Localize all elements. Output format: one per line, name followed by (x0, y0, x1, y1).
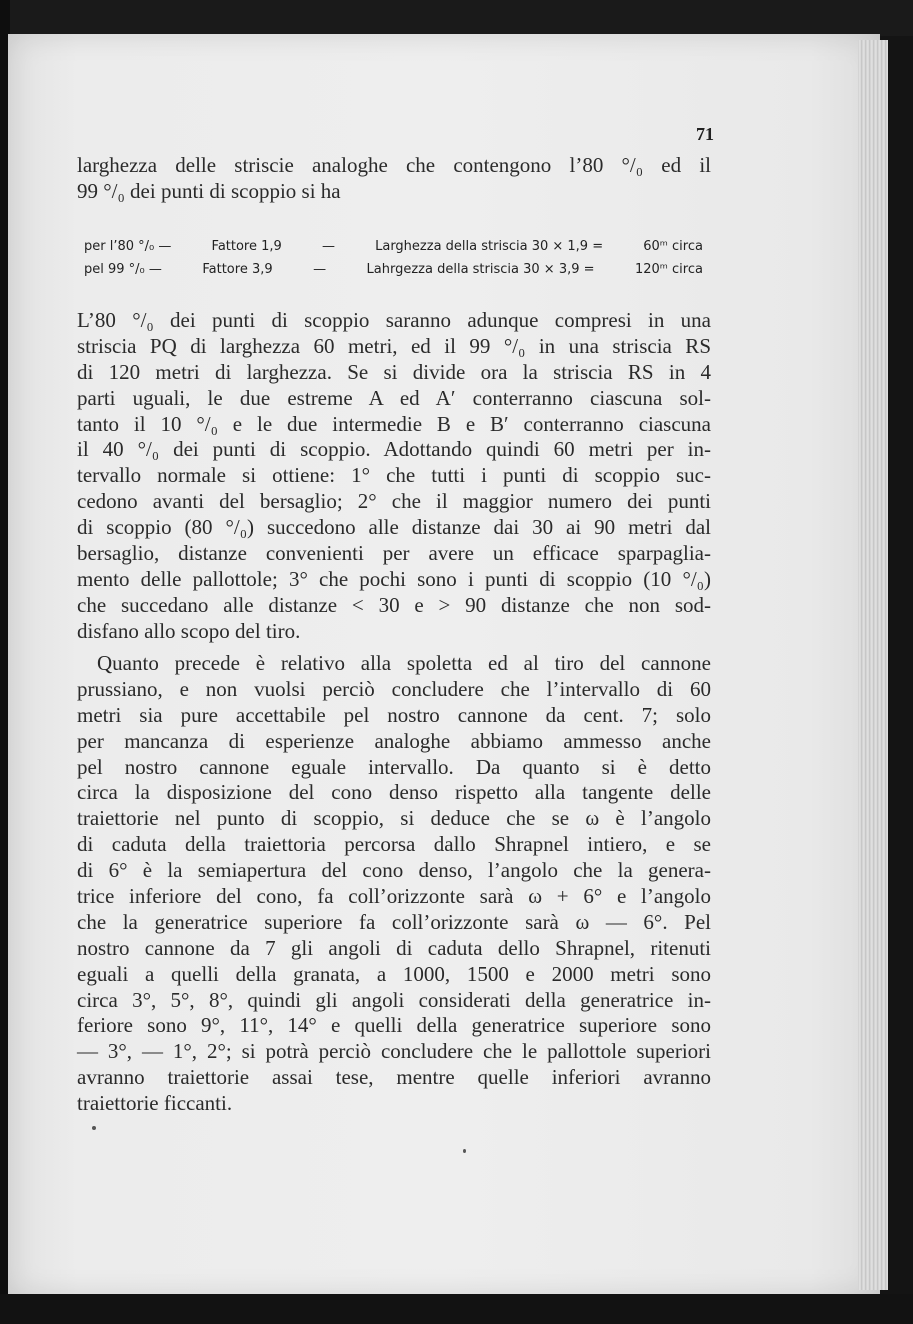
text-line: tanto il 10 °/₀ e le due intermedie B e B′ conterranno ciascuna (77, 411, 711, 436)
row-result: 120ᵐ circa (634, 262, 703, 277)
text-line: circa 3°, 5°, 8°, quindi gli angoli considerati della generatrice in- (77, 987, 711, 1012)
table-row (84, 235, 703, 258)
paragraph-2 (77, 651, 711, 1117)
page-number: 71 (696, 124, 714, 144)
text-line: — 3°, — 1°, 2°; si potrà perciò concludere che le pallottole superiori (77, 1039, 711, 1064)
text-line: tervallo normale si ottiene: 1° che tutti i punti di scoppio suc- (77, 463, 711, 488)
paper-speck (92, 1126, 96, 1130)
row-description: Larghezza della striscia 30 × 1,9 = (375, 239, 604, 254)
row-result: 60ᵐ circa (643, 239, 703, 254)
text-line: circa la disposizione del cono denso rispetto alla tangente delle (77, 780, 711, 805)
text-line: di 120 metri di larghezza. Se si divide ora la striscia RS in 4 (77, 359, 711, 384)
row-dash: — (313, 262, 327, 277)
scan-border-bottom (0, 1294, 913, 1324)
table-row (84, 258, 703, 281)
factor-table (84, 235, 703, 281)
text-line: traiettorie nel punto di scoppio, si deduce che se ω è l’angolo (77, 806, 711, 831)
text-line: pel nostro cannone eguale intervallo. Da quanto si è detto (77, 754, 711, 779)
scan-border-top (0, 0, 913, 36)
text-line: mento delle pallottole; 3° che pochi sono i punti di scoppio (10 °/₀) (77, 566, 711, 591)
page-stack-edge (858, 40, 888, 1290)
text-line: avranno traiettorie assai tese, mentre quelle inferiori avranno (77, 1065, 711, 1090)
paragraph-1 (77, 308, 711, 645)
text-line: parti uguali, le due estreme A ed A′ conterranno ciascuna sol- (77, 385, 711, 410)
text-line: disfano allo scopo del tiro. (77, 618, 301, 643)
text-line: prussiano, e non vuolsi perciò concludere che l’intervallo di 60 (77, 676, 711, 701)
text-line: di 6° è la semiapertura del cono denso, l’angolo che la genera- (77, 858, 711, 883)
text-line: traiettorie ficcanti. (77, 1091, 233, 1116)
text-line: bersaglio, distanze convenienti per avere un efficace sparpaglia- (77, 541, 711, 566)
text-line: 99 °/₀ dei punti di scoppio si ha (77, 178, 341, 203)
text-line: di scoppio (80 °/₀) succedono alle distanze dai 30 ai 90 metri dal (77, 515, 711, 540)
row-factor: Fattore 3,9 (202, 262, 273, 277)
text-line: larghezza delle striscie analoghe che contengono l’80 °/₀ ed il (77, 153, 711, 177)
row-factor: Fattore 1,9 (211, 239, 282, 254)
text-line: cedono avanti del bersaglio; 2° che il maggior numero dei punti (77, 489, 711, 514)
text-line: che la generatrice superiore fa coll’orizzonte sarà ω — 6°. Pel (77, 909, 711, 934)
text-line: il 40 °/₀ dei punti di scoppio. Adottando quindi 60 metri per in- (77, 437, 711, 462)
text-line: striscia PQ di larghezza 60 metri, ed il 99 °/₀ in una striscia RS (77, 333, 711, 358)
text-line: trice inferiore del cono, fa coll’orizzonte sarà ω + 6° e l’angolo (77, 884, 711, 909)
row-dash: — (321, 239, 335, 254)
row-label: pel 99 °/₀ — (84, 262, 162, 277)
text-line: feriore sono 9°, 11°, 14° e quelli della generatrice superiore sono (77, 1013, 711, 1038)
paper-speck (463, 1149, 466, 1153)
text-line: metri sia pure accettabile pel nostro cannone da cent. 7; solo (77, 702, 711, 727)
text-line: eguali a quelli della granata, a 1000, 1500 e 2000 metri sono (77, 961, 711, 986)
row-description: Lahrgezza della striscia 30 × 3,9 = (366, 262, 595, 277)
text-line: nostro cannone da 7 gli angoli di caduta dello Shrapnel, ritenuti (77, 935, 711, 960)
text-line: che succedano alle distanze < 30 e > 90 distanze che non sod- (77, 592, 711, 617)
intro-text (77, 153, 711, 205)
text-line: per mancanza di esperienze analoghe abbiamo ammesso anche (77, 728, 711, 753)
text-line: di caduta della traiettoria percorsa dallo Shrapnel intiero, e se (77, 832, 711, 857)
row-label: per l’80 °/₀ — (84, 239, 172, 254)
text-line: Quanto precede è relativo alla spoletta ed al tiro del cannone (97, 651, 711, 675)
text-line: L’80 °/₀ dei punti di scoppio saranno adunque compresi in una (77, 308, 711, 332)
